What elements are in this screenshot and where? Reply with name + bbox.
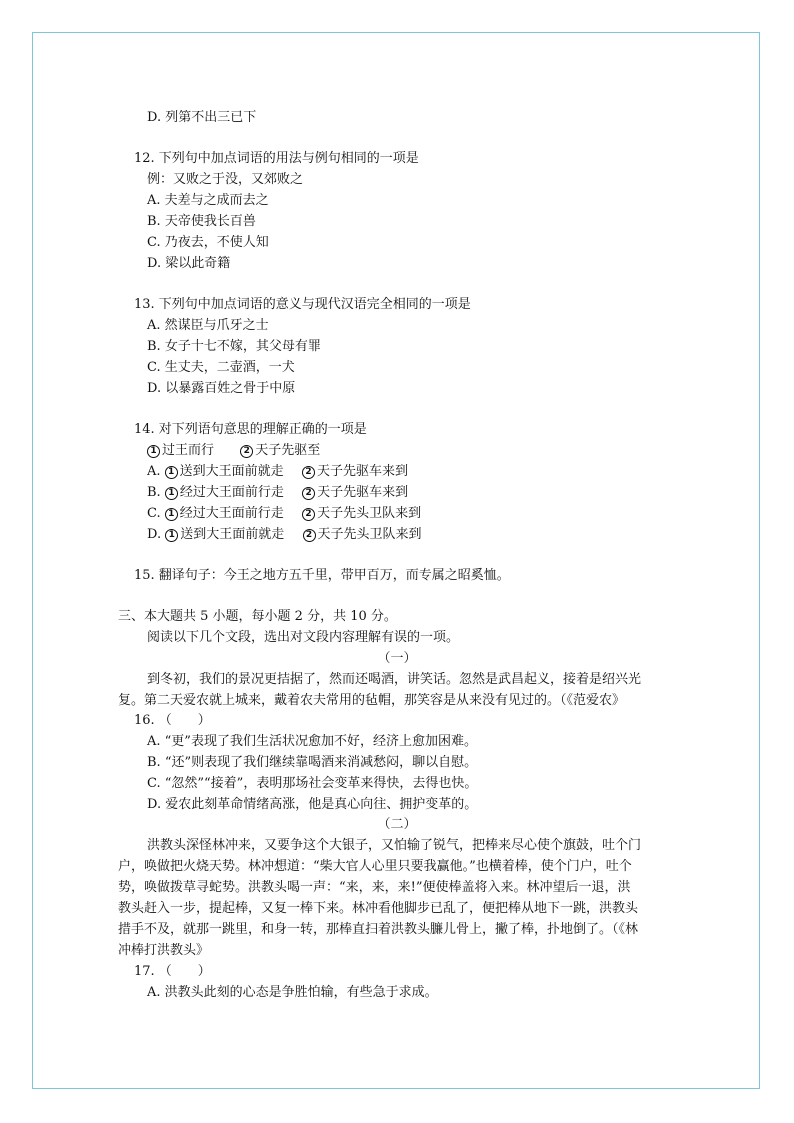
passage-2-line-4: 教头赶入一步，提起棒，又复一棒下来。林冲看他脚步已乱了，便把棒从地下一跳，洪教头: [118, 901, 639, 916]
circled-number-1: 1: [165, 487, 178, 500]
q12-example: 例：又败之于没，又郊败之: [147, 172, 304, 187]
q14-option-c: [147, 504, 421, 524]
passage-1-line-2: 复。第二天爱农就上城来，戴着农夫常用的毡帽，那笑容是从来没有见过的。（《范爱农》: [118, 693, 626, 708]
passage-1-line-1: 到冬初，我们的景况更拮据了，然而还喝酒，讲笑话。忽然是武昌起义，接着是绍兴光: [147, 672, 642, 687]
q12-stem: 12. 下列句中加点词语的用法与例句相同的一项是: [134, 151, 419, 166]
q13-stem: 13. 下列句中加点词语的意义与现代汉语完全相同的一项是: [134, 297, 471, 312]
q13-option-c: C. 生丈夫，二壶酒，一犬: [147, 360, 295, 375]
q14-option-b: [147, 483, 408, 503]
circled-number-2: 2: [302, 466, 315, 479]
passage-2-line-3: 势，唤做拨草寻蛇势。洪教头喝一声：“来，来，来!”便使棒盖将入来。林冲望后一退，洪: [118, 880, 631, 895]
circled-number-2: 2: [303, 529, 316, 542]
q13-option-d: D. 以暴露百姓之骨于中原: [147, 381, 296, 396]
passage-2-line-2: 户，唤做把火烧天势。林冲想道：“柴大官人心里只要我赢他。”也横着棒，使个门户，吐个: [118, 859, 632, 874]
circled-number-1: 1: [147, 445, 160, 458]
q14-items: [147, 441, 320, 461]
q14-item-2: 天子先驱至: [255, 443, 321, 458]
option-part-1: 经过大王面前行走: [179, 485, 284, 500]
q13-option-b: B. 女子十七不嫁，其父母有罪: [147, 339, 321, 354]
q16-option-c: C. “忽然”“接着”，表明那场社会变革来得快，去得也快。: [147, 776, 478, 791]
option-part-2: 天子先驱车来到: [316, 464, 408, 479]
q13-option-a: A. 然谋臣与爪牙之士: [147, 318, 269, 333]
option-part-2: 天子先头卫队来到: [317, 527, 422, 542]
q16-option-a: A. “更”表现了我们生活状况愈加不好，经济上愈加困难。: [147, 734, 477, 749]
q14-stem: 14. 对下列语句意思的理解正确的一项是: [134, 422, 367, 437]
q17-stem: 17. （ ）: [134, 964, 211, 979]
q16-option-b: B. “还”则表现了我们继续靠喝酒来消减愁闷，聊以自慰。: [147, 755, 478, 770]
option-label: C.: [147, 506, 161, 521]
q12-option-a: A. 夫差与之成而去之: [147, 193, 269, 208]
circled-number-2: 2: [240, 445, 253, 458]
q14-option-d: [147, 525, 422, 545]
passage-2-line-6: 冲棒打洪教头》: [118, 943, 210, 958]
q14-option-a: [147, 462, 408, 482]
option-part-1: 经过大王面前行走: [179, 506, 284, 521]
q16-option-d: D. 爱农此刻革命情绪高涨，他是真心向往、拥护变革的。: [147, 797, 478, 812]
circled-number-2: 2: [302, 508, 315, 521]
q17-option-a: A. 洪教头此刻的心态是争胜怕输，有些急于求成。: [147, 985, 438, 1000]
circled-number-1: 1: [165, 466, 178, 479]
passage-2-line-1: 洪教头深怪林冲来，又要争这个大银子，又怕输了锐气，把棒来尽心使个旗鼓，吐个门: [147, 838, 642, 853]
option-part-2: 天子先驱车来到: [317, 485, 409, 500]
section-3-heading: 三、本大题共 5 小题，每小题 2 分，共 10 分。: [118, 609, 397, 624]
q12-option-c: C. 乃夜去，不使人知: [147, 235, 269, 250]
q11-option-d: D. 列第不出三已下: [147, 110, 257, 125]
passage-1-number: （一）: [377, 651, 417, 666]
option-part-1: 送到大王面前就走: [179, 464, 284, 479]
passage-2-line-5: 措手不及，就那一跳里，和身一转，那棒直扫着洪教头臁儿骨上，撇了棒，扑地倒了。（《林: [118, 922, 639, 937]
option-part-2: 天子先头卫队来到: [317, 506, 422, 521]
q15-text: 15. 翻译句子：今王之地方五千里，带甲百万，而专属之昭奚恤。: [134, 568, 510, 583]
option-label: D.: [147, 527, 162, 542]
circled-number-1: 1: [165, 529, 178, 542]
option-part-1: 送到大王面前就走: [180, 527, 285, 542]
circled-number-2: 2: [302, 487, 315, 500]
passage-2-number: （二）: [377, 817, 417, 832]
section-3-instruction: 阅读以下几个文段，选出对文段内容理解有误的一项。: [147, 630, 460, 645]
circled-number-1: 1: [165, 508, 178, 521]
q16-stem: 16. （ ）: [134, 713, 211, 728]
option-label: B.: [147, 485, 161, 500]
q14-item-1: 过王而行: [162, 443, 215, 458]
option-label: A.: [147, 464, 161, 479]
q12-option-b: B. 天帝使我长百兽: [147, 214, 256, 229]
q12-option-d: D. 梁以此奇籍: [147, 256, 231, 271]
